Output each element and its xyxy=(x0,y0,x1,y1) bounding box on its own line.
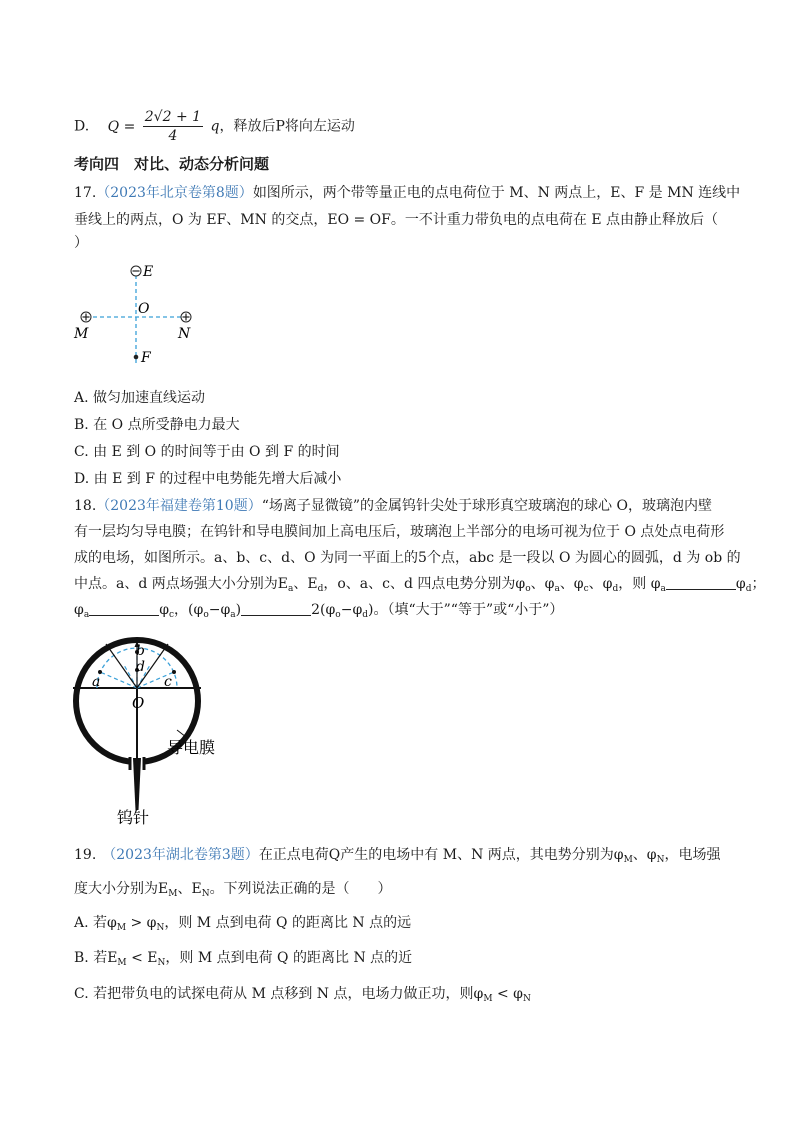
text: )。（填“大于”“等于”或“小于”） xyxy=(368,602,564,618)
fraction-denominator: 4 xyxy=(168,128,178,144)
text: 度大小分别为E xyxy=(74,881,169,897)
formula-lhs: Q = xyxy=(107,118,136,135)
formula-var: q xyxy=(210,118,220,135)
question-text: 如图所示，两个带等量正电的点电荷位于 M、N 两点上，E、F 是 MN 连线中 xyxy=(252,185,741,201)
label-c: c xyxy=(164,674,172,690)
text: B. 若E xyxy=(74,950,118,966)
option-tail: ，释放后P将向左运动 xyxy=(219,118,355,135)
question-source: （2023年北京卷第8题） xyxy=(96,185,253,201)
subscript: d xyxy=(745,584,752,594)
section-heading: 考向四 对比、动态分析问题 xyxy=(74,155,270,173)
text: ，则 M 点到电荷 Q 的距离比 N 点的远 xyxy=(164,915,412,931)
needle-icon xyxy=(133,758,141,810)
option-label: D. xyxy=(74,118,90,135)
q18-line1 xyxy=(74,496,712,516)
text: A. 若φ xyxy=(74,915,117,931)
label-a: a xyxy=(92,674,101,690)
subscript: d xyxy=(612,584,619,594)
q16-option-d xyxy=(74,108,355,145)
q17-option-d: D. 由 E 到 F 的过程中电势能先增大后减小 xyxy=(74,471,342,487)
text: 、E xyxy=(293,576,318,592)
text: 、φ xyxy=(588,576,613,592)
subscript: o xyxy=(203,610,209,620)
q17-figure xyxy=(70,258,210,370)
q18-line3: 成的电场，如图所示。a、b、c、d、O 为同一平面上的5个点，abc 是一段以 O 为圆心的圆弧，d 为 ob 的 xyxy=(74,550,741,566)
q17-line1 xyxy=(74,183,740,203)
fraction-numerator: 2√2 + 1 xyxy=(144,109,202,125)
label-needle: 钨针 xyxy=(117,808,150,827)
q18-line5 xyxy=(74,600,563,625)
text: ，(φ xyxy=(174,602,204,618)
question-number: 17. xyxy=(74,185,97,201)
subscript: d xyxy=(362,610,369,620)
text: ) xyxy=(235,602,242,618)
label-f: F xyxy=(141,350,151,366)
question-source: （2023年福建卷第10题） xyxy=(96,498,262,514)
text: ，电场强 xyxy=(664,847,721,863)
subscript: d xyxy=(317,584,324,594)
label-o: O xyxy=(138,301,150,317)
answer-blank-2[interactable] xyxy=(89,601,159,616)
q17-option-b: B. 在 O 点所受静电力最大 xyxy=(74,417,240,433)
label-m: M xyxy=(74,326,89,342)
text: 。下列说法正确的是（ ） xyxy=(209,881,392,897)
point-c-dot xyxy=(172,670,176,674)
text: ； xyxy=(751,576,766,592)
text: φ xyxy=(735,576,746,592)
question-number: 19. xyxy=(74,847,97,863)
q18-line2: 有一层均匀导电膜；在钨针和导电膜间加上高电压后，玻璃泡上半部分的电场可视为位于 O 点处点电荷形 xyxy=(74,524,725,540)
q17-option-c: C. 由 E 到 O 的时间等于由 O 到 F 的时间 xyxy=(74,444,340,460)
subscript: c xyxy=(169,610,175,620)
label-conductive-film: 导电膜 xyxy=(167,738,216,757)
subscript: a xyxy=(287,584,294,594)
q17-option-a: A. 做匀加速直线运动 xyxy=(74,390,206,406)
point-f-dot xyxy=(134,355,139,360)
text: < E xyxy=(126,950,158,966)
q19-option-a xyxy=(74,913,411,938)
q18-figure xyxy=(70,630,270,830)
text: C. 若把带负电的试探电荷从 M 点移到 N 点，电场力做正功，则φ xyxy=(74,986,484,1002)
subscript: a xyxy=(230,610,236,620)
q19-option-c xyxy=(74,984,531,1009)
label-b: b xyxy=(136,643,145,659)
label-d: d xyxy=(136,659,145,675)
subscript: M xyxy=(623,855,633,865)
text: ，o、a、c、d 四点电势分别为φ xyxy=(323,576,526,592)
subscript: o xyxy=(525,584,531,594)
subscript: N xyxy=(157,958,166,968)
q19-option-b xyxy=(74,948,412,973)
text: 中点。a、d 两点场强大小分别为E xyxy=(74,576,288,592)
subscript: a xyxy=(660,584,666,594)
q17-line2: 垂线上的两点，O 为 EF、MN 的交点，EO = OF。一不计重力带负电的点电荷在 E 点由静止释放后（ xyxy=(74,212,718,228)
subscript: N xyxy=(522,994,531,1004)
subscript: M xyxy=(483,994,493,1004)
text: φ xyxy=(74,602,84,618)
q17-line3: ） xyxy=(74,235,88,251)
subscript: N xyxy=(201,889,210,899)
text: −φ xyxy=(340,602,363,618)
subscript: N xyxy=(656,855,665,865)
subscript: a xyxy=(83,610,90,620)
text: −φ xyxy=(208,602,231,618)
film-leader-line xyxy=(177,730,186,737)
label-o: O xyxy=(132,694,145,712)
question-text: “场离子显微镜”的金属钨针尖处于球形真空玻璃泡的球心 O，玻璃泡内壁 xyxy=(261,498,712,514)
text: > φ xyxy=(126,915,157,931)
question-number: 18. xyxy=(74,498,97,514)
subscript: M xyxy=(116,923,127,933)
text: φ xyxy=(159,602,169,618)
answer-blank-1[interactable] xyxy=(666,575,736,590)
text: 2(φ xyxy=(311,602,336,618)
subscript: M xyxy=(117,958,127,968)
text: 、E xyxy=(177,881,202,897)
text: < φ xyxy=(492,986,523,1002)
text: ，则 φ xyxy=(618,576,661,592)
label-e: E xyxy=(143,264,154,280)
q18-line4 xyxy=(74,574,765,599)
text: 、φ xyxy=(632,847,657,863)
subscript: N xyxy=(156,923,165,933)
subscript: a xyxy=(554,584,560,594)
fraction xyxy=(143,108,203,145)
q19-line1 xyxy=(74,845,720,870)
question-source: （2023年湖北卷第3题） xyxy=(102,847,259,863)
text: 在正点电荷Q产生的电场中有 M、N 两点，其电势分别为φ xyxy=(258,847,624,863)
answer-blank-3[interactable] xyxy=(241,601,311,616)
subscript: o xyxy=(335,610,341,620)
text: ，则 M 点到电荷 Q 的距离比 N 点的近 xyxy=(165,950,413,966)
subscript: M xyxy=(168,889,178,899)
label-n: N xyxy=(178,326,191,342)
subscript: c xyxy=(583,584,589,594)
text: 、φ xyxy=(559,576,584,592)
q19-line2 xyxy=(74,879,392,904)
text: 、φ xyxy=(530,576,555,592)
